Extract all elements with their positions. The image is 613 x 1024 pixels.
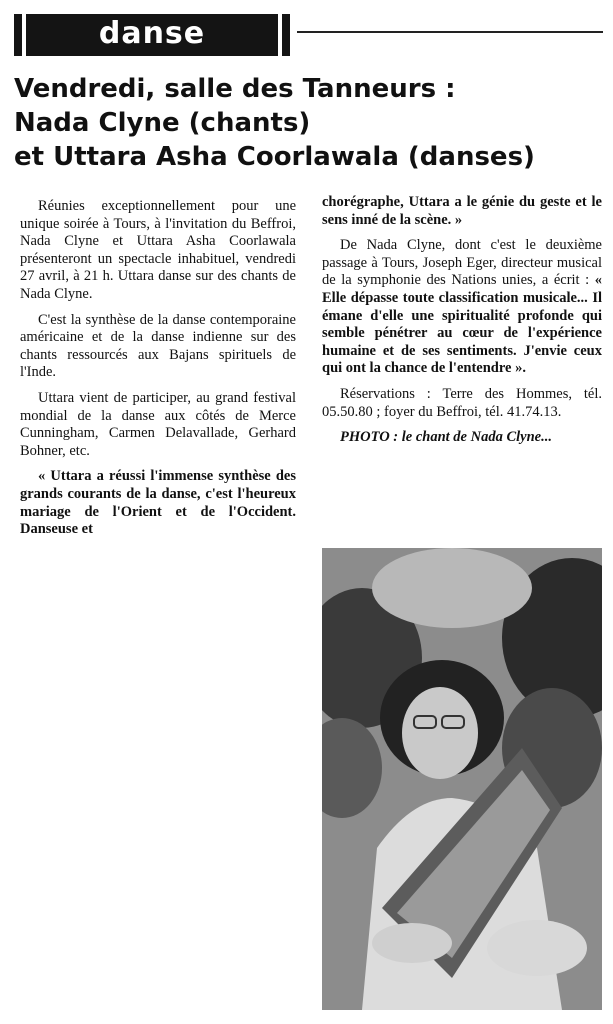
- article-column-right: [322, 194, 602, 455]
- headline: [14, 72, 608, 174]
- article-paragraph-text: De Nada Clyne, dont c'est le deuxième passage à Tours, Joseph Eger, directeur musical de la symphonie des Nations unies, a écrit :: [322, 237, 602, 289]
- photo-illustration: [322, 548, 602, 1010]
- section-header: [14, 14, 290, 56]
- headline-line-2: Nada Clyne (chants): [14, 108, 311, 138]
- article-quote-continued: chorégraphe, Uttara a le génie du geste et le sens inné de la scène. »: [322, 194, 602, 228]
- article-quote: « Elle dépasse toute classification musicale... Il émane d'elle une spiritualité profonde qui semble pénétrer au cœur de l'expérience humaine et de ses sentiments. J'envie ceux qui ont la chance de l'entendre ».: [322, 272, 602, 377]
- article-paragraph: Réunies exceptionnellement pour une unique soirée à Tours, à l'invitation du Beffroi, Nada Clyne et Uttara Asha Coorlawala présenteront un spectacle inhabituel, vendredi 27 avril, à 21 h. Uttara danse sur des chants de Nada Clyne.: [20, 198, 296, 302]
- headline-line-3: et Uttara Asha Coorlawala (danses): [14, 142, 535, 172]
- article-paragraph: [322, 237, 602, 378]
- article-paragraph: C'est la synthèse de la danse contemporaine américaine et de la danse indienne sur des chants ressourcés aux Bajans spirituels de l'Inde.: [20, 311, 296, 381]
- article-quote: « Uttara a réussi l'immense synthèse des grands courants de la danse, c'est l'heureux mariage de l'Orient et de l'Occident. Danseuse et: [20, 468, 296, 538]
- reservations-info: Réservations : Terre des Hommes, tél. 05.50.80 ; foyer du Beffroi, tél. 41.74.13.: [322, 385, 602, 420]
- headline-line-1: Vendredi, salle des Tanneurs :: [14, 74, 456, 104]
- section-label: danse: [98, 16, 206, 51]
- photo-caption: PHOTO : le chant de Nada Clyne...: [340, 429, 552, 446]
- article-column-left: [20, 198, 296, 547]
- article-paragraph: Uttara vient de participer, au grand festival mondial de la danse aux côtés de Merce Cunningham, Carmen Delavallade, Gerhard Bohner, etc.: [20, 389, 296, 459]
- photo-nada-clyne: [322, 548, 602, 1010]
- header-rule: [297, 31, 603, 33]
